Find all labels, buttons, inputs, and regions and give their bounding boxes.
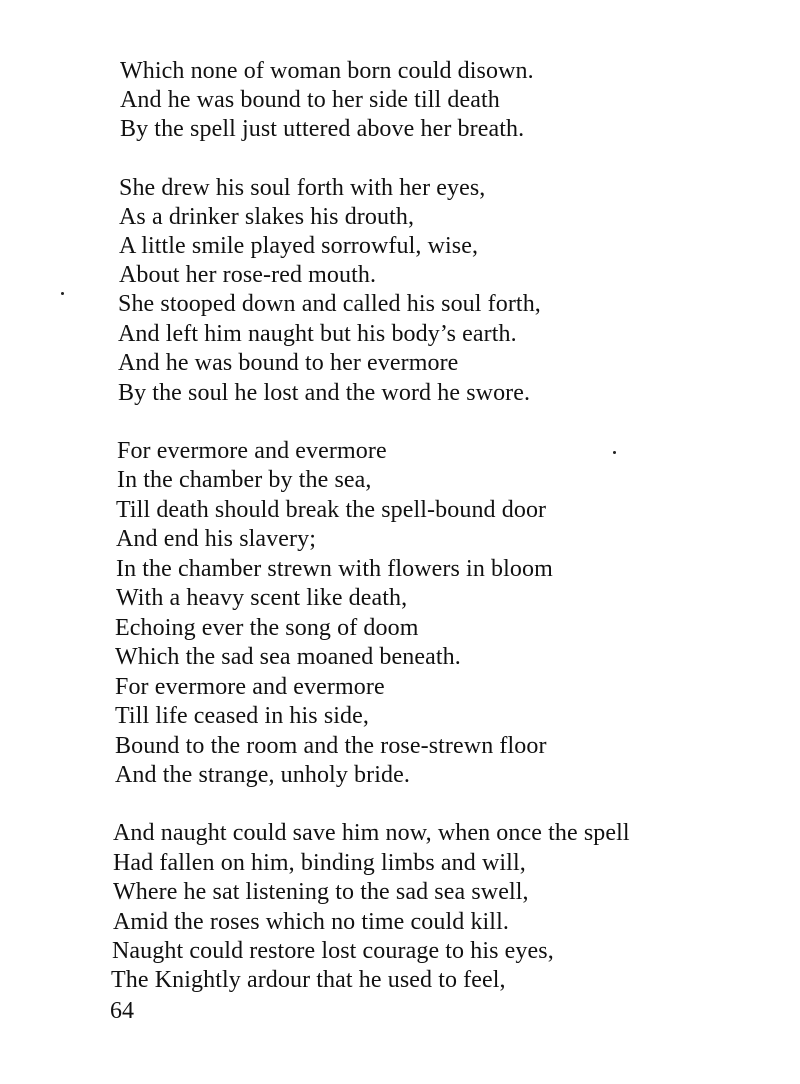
poem-line: In the chamber by the sea, (117, 467, 372, 493)
poem-line: Which none of woman born could disown. (120, 58, 534, 84)
poem-line: She stooped down and called his soul forth, (118, 291, 541, 317)
poem-line: Till death should break the spell-bound door (116, 497, 547, 523)
scan-speck (613, 451, 616, 454)
poem-line: The Knightly ardour that he used to feel, (111, 967, 506, 993)
poem-line: Echoing ever the song of doom (115, 615, 419, 641)
poem-line: And he was bound to her side till death (120, 87, 500, 113)
poem-line: Where he sat listening to the sad sea swell, (113, 879, 529, 905)
poem-line: Amid the roses which no time could kill. (113, 909, 509, 935)
page-number: 64 (110, 998, 134, 1024)
poem-line: And left him naught but his body’s earth. (118, 321, 517, 347)
poem-line: And naught could save him now, when once the spell (113, 820, 630, 846)
poem-line: She drew his soul forth with her eyes, (119, 175, 486, 201)
poem-line: About her rose-red mouth. (119, 262, 377, 288)
poem-line: By the soul he lost and the word he swore. (118, 380, 531, 406)
poem-line: By the spell just uttered above her breath. (120, 116, 525, 142)
poem-line: A little smile played sorrowful, wise, (119, 233, 479, 259)
poem-line: In the chamber strewn with flowers in bloom (116, 556, 553, 582)
poem-line: For evermore and evermore (115, 674, 385, 700)
poem-line: Which the sad sea moaned beneath. (115, 644, 461, 670)
scan-speck (61, 292, 64, 295)
poem-line: With a heavy scent like death, (116, 585, 408, 611)
poem-line: For evermore and evermore (117, 438, 387, 464)
poem-line: Naught could restore lost courage to his eyes, (112, 938, 554, 964)
poem-line: Bound to the room and the rose-strewn floor (115, 733, 547, 759)
poem-line: And he was bound to her evermore (118, 350, 459, 376)
poem-line: Had fallen on him, binding limbs and will, (113, 850, 526, 876)
poem-line: As a drinker slakes his drouth, (119, 204, 415, 230)
poem-line: And end his slavery; (116, 526, 316, 552)
poem-line: Till life ceased in his side, (115, 703, 369, 729)
poem-line: And the strange, unholy bride. (115, 762, 410, 788)
